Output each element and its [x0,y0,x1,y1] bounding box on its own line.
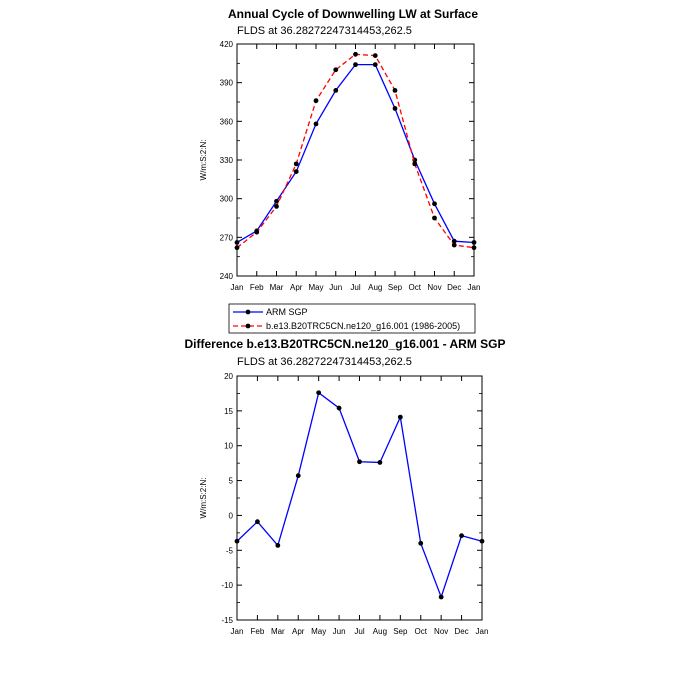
y-tick-label: -5 [225,546,233,556]
plot-frame-annual-cycle [237,44,474,276]
annual-cycle-chart [199,7,480,292]
data-point-annual-cycle-0-8 [393,106,398,111]
x-tick-label-mar: Mar [269,283,284,292]
x-tick-label-aug: Aug [368,283,383,292]
difference-chart [184,337,505,636]
x-tick-label-may: May [308,283,324,292]
data-point-difference-0-8 [398,415,403,420]
x-tick-label-jan: Jan [475,627,489,636]
y-tick-label: 5 [228,476,233,486]
x-tick-label-mar: Mar [270,627,285,636]
data-point-difference-0-5 [337,406,342,411]
chart-subtitle-difference: FLDS at 36.28272247314453,262.5 [237,356,412,368]
series-annual-cycle [235,52,477,250]
y-axis-label-annual-cycle: W/m:S:2:N: [199,139,208,181]
y-axis-label-difference: W/m:S:2:N: [199,477,208,519]
axis-ticks-annual-cycle [237,44,474,276]
data-point-annual-cycle-1-1 [254,230,259,235]
x-tick-label-feb: Feb [249,283,264,292]
y-tick-label: 330 [219,156,233,165]
series-line-difference-0 [237,393,482,597]
data-point-annual-cycle-1-11 [452,243,457,248]
y-tick-label: -10 [221,581,233,591]
data-point-annual-cycle-1-3 [294,161,299,166]
x-tick-label-apr: Apr [292,627,305,636]
data-point-difference-0-2 [275,543,280,548]
y-tick-label: -15 [221,616,233,625]
x-tick-label-dec: Dec [447,283,462,292]
series-line-annual-cycle-1 [237,54,474,247]
legend-marker-arm-sgp [246,310,251,315]
x-tick-label-sep: Sep [387,283,403,292]
chart-subtitle-annual-cycle: FLDS at 36.28272247314453,262.5 [237,25,412,37]
data-point-difference-0-7 [378,460,383,465]
data-point-difference-0-6 [357,459,362,464]
data-point-annual-cycle-0-2 [274,199,279,204]
data-point-difference-0-0 [235,539,240,544]
data-point-annual-cycle-0-3 [294,169,299,174]
x-tick-label-jan: Jan [230,627,244,636]
data-point-annual-cycle-1-7 [373,53,378,58]
x-tick-labels-difference [231,627,489,636]
y-tick-labels-annual-cycle [220,40,234,281]
data-point-difference-0-9 [418,541,423,546]
y-tick-label: 360 [219,117,233,127]
data-point-annual-cycle-0-4 [314,122,319,127]
data-point-difference-0-12 [480,539,485,544]
x-tick-label-feb: Feb [250,627,265,636]
data-point-annual-cycle-0-12 [472,240,477,245]
x-tick-label-jan: Jan [230,283,244,292]
y-tick-label: 270 [219,233,233,243]
x-tick-label-jun: Jun [329,283,343,292]
x-tick-label-may: May [311,627,327,636]
data-point-annual-cycle-1-0 [235,245,240,250]
x-tick-label-jan: Jan [467,283,481,292]
x-tick-label-oct: Oct [408,283,421,292]
x-tick-label-dec: Dec [454,627,469,636]
data-point-difference-0-3 [296,473,301,478]
chart-title-difference: Difference b.e13.B20TRC5CN.ne120_g16.001 - ARM SGP [184,337,506,351]
x-tick-label-jul: Jul [354,627,365,636]
data-point-annual-cycle-1-9 [412,161,417,166]
data-point-annual-cycle-0-10 [432,201,437,206]
data-point-annual-cycle-0-0 [235,240,240,245]
y-tick-label: 300 [219,194,233,204]
legend-label-model: b.e13.B20TRC5CN.ne120_g16.001 (1986-2005) [266,321,461,331]
data-point-annual-cycle-0-5 [333,88,338,93]
x-tick-label-sep: Sep [393,627,408,636]
x-tick-labels-annual-cycle [231,283,481,292]
series-line-annual-cycle-0 [237,65,474,243]
data-point-annual-cycle-1-10 [432,216,437,221]
data-point-annual-cycle-1-4 [314,98,319,103]
data-point-annual-cycle-0-6 [353,62,358,67]
y-tick-label: 420 [219,40,233,49]
x-tick-label-oct: Oct [414,627,427,636]
y-tick-label: 0 [228,511,233,521]
y-tick-label: 15 [224,406,233,416]
series-difference [235,390,485,599]
data-point-annual-cycle-1-6 [353,52,358,57]
y-tick-label: 240 [219,272,233,281]
x-tick-label-apr: Apr [290,283,303,292]
legend-marker-model [246,324,251,329]
data-point-annual-cycle-1-8 [393,88,398,93]
data-point-annual-cycle-1-2 [274,204,279,209]
x-tick-label-nov: Nov [434,627,449,636]
y-tick-labels-difference [221,372,233,625]
x-tick-label-aug: Aug [372,627,388,636]
legend [229,304,475,333]
legend-label-arm-sgp: ARM SGP [266,307,308,317]
chart-title-annual-cycle: Annual Cycle of Downwelling LW at Surface [227,7,479,21]
x-tick-label-nov: Nov [427,283,442,292]
y-tick-label: 10 [224,441,233,451]
data-point-annual-cycle-1-5 [333,67,338,72]
y-tick-label: 390 [219,78,233,88]
x-tick-label-jun: Jun [332,627,346,636]
data-point-difference-0-1 [255,519,260,524]
y-tick-label: 20 [224,372,233,381]
x-tick-label-jul: Jul [350,283,361,292]
data-point-difference-0-11 [459,533,464,538]
data-point-annual-cycle-1-12 [472,245,477,250]
data-point-difference-0-10 [439,595,444,600]
data-point-annual-cycle-0-7 [373,62,378,67]
data-point-difference-0-4 [316,390,321,395]
